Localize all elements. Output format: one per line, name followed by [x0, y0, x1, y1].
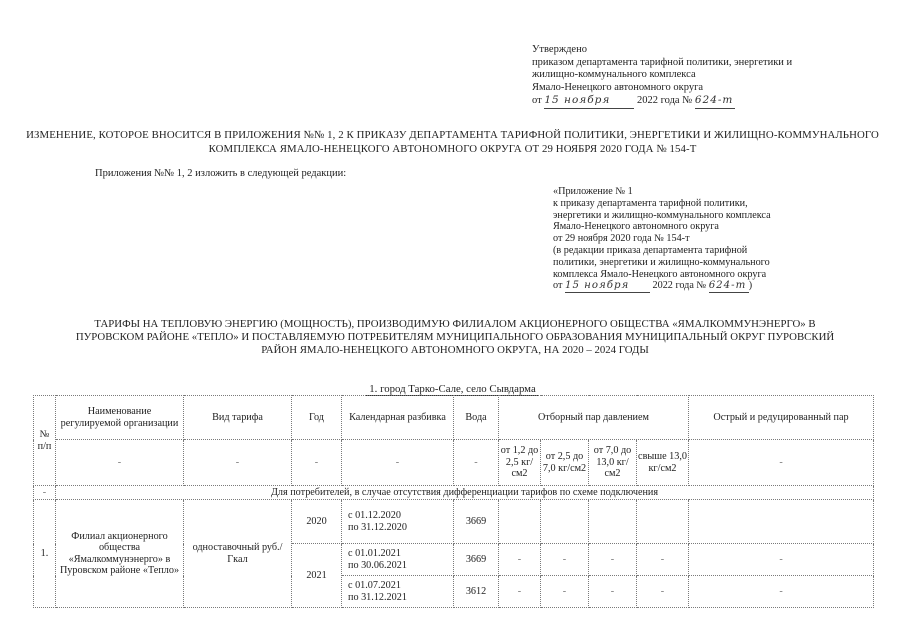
handwritten-number: 624-т	[694, 94, 734, 106]
dash-cell: -	[342, 440, 454, 486]
intro-text: Приложения №№ 1, 2 изложить в следующей редакции:	[95, 168, 347, 179]
tariff-kind: одноставочный руб./Гкал	[184, 500, 292, 608]
header-calendar: Календарная разбивка	[342, 396, 454, 440]
dash-cell: -	[689, 544, 874, 576]
handwritten-number: 624-т	[708, 280, 747, 292]
table-header-row	[34, 396, 874, 440]
tariff-table	[33, 395, 874, 608]
table-subheader-row	[34, 440, 874, 486]
dash-cell: -	[637, 544, 689, 576]
appendix-line-3: энергетики и жилищно-коммунального комплекса	[553, 209, 771, 221]
empty-cell	[499, 500, 541, 544]
section-row-label: Для потребителей, в случае отсутствия дифференциации тарифов по схеме подключения	[56, 486, 874, 500]
approval-from: от	[532, 95, 542, 106]
appendix-line-4: Ямало-Ненецкого автономного округа	[553, 221, 719, 233]
dash-cell: -	[637, 576, 689, 608]
dash-cell: -	[589, 544, 637, 576]
approval-block	[532, 44, 902, 109]
empty-cell	[541, 500, 589, 544]
dash-cell: -	[292, 440, 342, 486]
period-cell: с 01.07.2021 по 31.12.2021	[342, 576, 454, 608]
dash-cell: -	[184, 440, 292, 486]
empty-cell	[689, 500, 874, 544]
appendix-line-1: «Приложение № 1	[553, 186, 633, 197]
appendix-line-7: политики, энергетики и жилищно-коммунального	[553, 256, 770, 268]
pressure-header-4: свыше 13,0 кг/см2	[637, 440, 689, 486]
approval-date-line	[532, 94, 902, 109]
dash-cell: -	[541, 544, 589, 576]
water-value: 3669	[454, 500, 499, 544]
header-org: Наименование регулируемой организации	[56, 396, 184, 440]
appendix-line-8: комплекса Ямало-Ненецкого автономного округа	[553, 268, 767, 280]
empty-cell	[637, 500, 689, 544]
dash-cell: -	[34, 486, 56, 500]
appendix-line-6: (в редакции приказа департамента тарифной	[553, 244, 748, 256]
dash-cell: -	[454, 440, 499, 486]
empty-cell	[589, 500, 637, 544]
water-value: 3669	[454, 544, 499, 576]
approval-line-4: Ямало-Ненецкого автономного округа	[532, 81, 704, 93]
header-sharp-steam: Острый и редуцированный пар	[689, 396, 874, 440]
approval-line-2: приказом департамента тарифной политики, энергетики и	[532, 56, 793, 68]
pressure-header-2: от 2,5 до 7,0 кг/см2	[541, 440, 589, 486]
dash-cell: -	[689, 440, 874, 486]
header-steam: Отборный пар давлением	[499, 396, 689, 440]
header-num: № п/п	[34, 396, 56, 486]
appendix-line-2: к приказу департамента тарифной политики,	[553, 197, 748, 209]
appendix-header	[553, 186, 853, 293]
approval-year: 2022 года №	[636, 95, 693, 106]
year-cell: 2020	[292, 500, 342, 544]
header-water: Вода	[454, 396, 499, 440]
approval-line-3: жилищно-коммунального комплекса	[532, 69, 696, 80]
water-value: 3612	[454, 576, 499, 608]
dash-cell: -	[499, 544, 541, 576]
dash-cell: -	[589, 576, 637, 608]
approval-line-1: Утверждено	[532, 44, 587, 55]
org-name: Филиал акционерного общества «Ямалкоммунэнерго» в Пуровском районе «Тепло»	[56, 500, 184, 608]
dash-cell: -	[689, 576, 874, 608]
dash-cell: -	[56, 440, 184, 486]
table-row	[34, 500, 874, 544]
section-title: 1. город Тарко-Сале, село Сывдарма	[0, 383, 905, 396]
handwritten-date: 15 ноября	[544, 94, 611, 106]
period-cell: с 01.01.2021 по 30.06.2021	[342, 544, 454, 576]
document-title: ИЗМЕНЕНИЕ, КОТОРОЕ ВНОСИТСЯ В ПРИЛОЖЕНИЯ №№ 1, 2 К ПРИКАЗУ ДЕПАРТАМЕНТА ТАРИФНОЙ ПОЛИТИКИ, ЭНЕРГЕТИКИ И ЖИЛИЩНО-КОММУНАЛЬНОГО КОМПЛЕКСА ЯМАЛО-НЕНЕЦКОГО АВТОНОМНОГО ОКРУГА ОТ 29 НОЯБРЯ 2020 ГОДА № 154-Т	[26, 129, 879, 155]
tariffs-title: ТАРИФЫ НА ТЕПЛОВУЮ ЭНЕРГИЮ (МОЩНОСТЬ), ПРОИЗВОДИМУЮ ФИЛИАЛОМ АКЦИОНЕРНОГО ОБЩЕСТВА «ЯМАЛКОММУНЭНЕРГО» В ПУРОВСКОМ РАЙОНЕ «ТЕПЛО» И ПОСТАВЛЯЕМУЮ ПОТРЕБИТЕЛЯМ МУНИЦИПАЛЬНОГО ОБРАЗОВАНИЯ МУНИЦИПАЛЬНЫЙ ОКРУГ ПУРОВСКИЙ РАЙОН ЯМАЛО-НЕНЕЦКОГО АВТОНОМНОГО ОКРУГА, НА 2020 – 2024 ГОДЫ	[75, 318, 835, 356]
handwritten-date: 15 ноября	[564, 280, 630, 292]
dash-cell: -	[541, 576, 589, 608]
period-cell: с 01.12.2020 по 31.12.2020	[342, 500, 454, 544]
dash-cell: -	[499, 576, 541, 608]
appendix-date-line: от 15 ноября 2022 года № 624-т )	[553, 280, 753, 292]
row-number: 1.	[34, 500, 56, 608]
pressure-header-1: от 1,2 до 2,5 кг/см2	[499, 440, 541, 486]
header-tariff-type: Вид тарифа	[184, 396, 292, 440]
section-row	[34, 486, 874, 500]
header-year: Год	[292, 396, 342, 440]
appendix-line-5: от 29 ноября 2020 года № 154-т	[553, 233, 690, 245]
year-cell: 2021	[292, 544, 342, 608]
pressure-header-3: от 7,0 до 13,0 кг/см2	[589, 440, 637, 486]
